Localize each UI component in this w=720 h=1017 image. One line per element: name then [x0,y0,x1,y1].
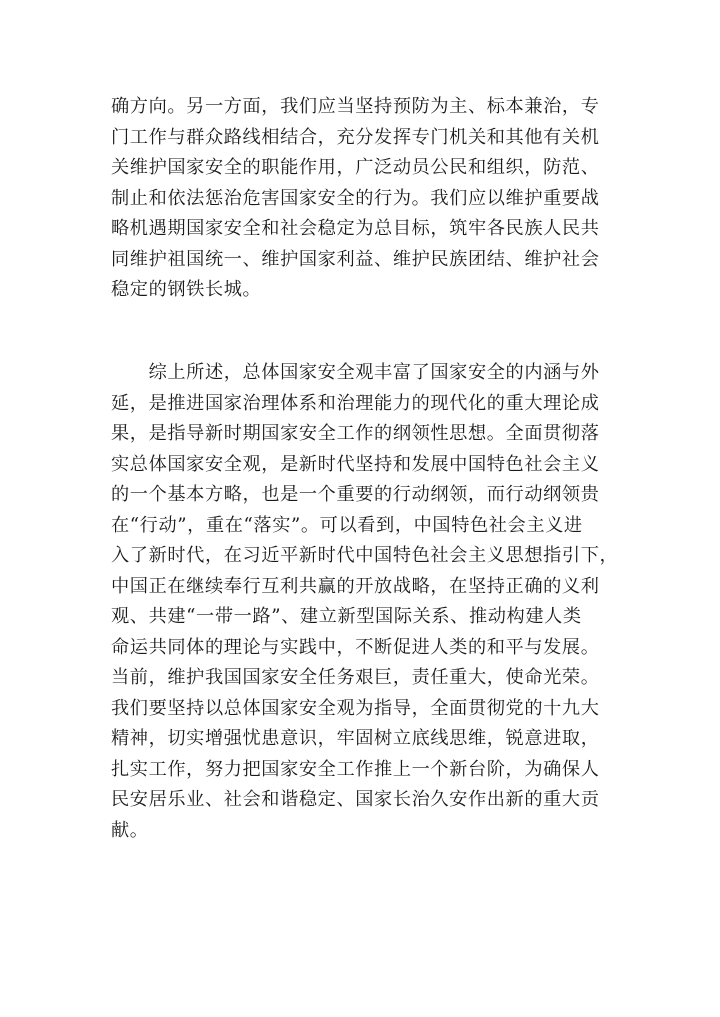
text-line: 延，是推进国家治理体系和治理能力的现代化的重大理论成 [111,392,600,414]
text-line: 在“行动”，重在“落实”。可以看到，中国特色社会主义进 [111,514,583,536]
text-line: 略机遇期国家安全和社会稳定为总目标，筑牢各民族人民共 [111,218,600,239]
text-line: 确方向。另一方面，我们应当坚持预防为主、标本兼治，专 [111,96,600,117]
text-line: 制止和依法惩治危害国家安全的行为。我们应以维护重要战 [111,187,600,209]
text-line: 民安居乐业、社会和谐稳定、国家长治久安作出新的重大贡 [111,789,600,810]
text-line: 果，是指导新时期国家安全工作的纲领性思想。全面贯彻落 [111,423,600,444]
text-line: 命运共同体的理论与实践中，不断促进人类的和平与发展。 [111,636,600,658]
text-line: 当前，维护我国国家安全任务艰巨，责任重大，使命光荣。 [111,667,600,688]
text-line: 综上所述，总体国家安全观丰富了国家安全的内涵与外 [111,362,600,383]
text-line: 入了新时代，在习近平新时代中国特色社会主义思想指引下， [111,545,619,566]
text-line: 我们要坚持以总体国家安全观为指导，全面贯彻党的十九大 [111,697,600,719]
text-line: 观、共建“一带一路”、建立新型国际关系、推动构建人类 [111,606,582,627]
text-line: 中国正在继续奉行互利共赢的开放战略，在坚持正确的义利 [111,575,600,597]
text-line: 精神，切实增强忧患意识，牢固树立底线思维，锐意进取， [111,728,600,749]
text-line: 实总体国家安全观，是新时代坚持和发展中国特色社会主义 [111,453,600,475]
paragraph-1 [111,92,607,306]
text-line: 扎实工作，努力把国家安全工作推上一个新台阶，为确保人 [111,758,600,780]
text-line: 稳定的钢铁长城。 [111,279,262,300]
paragraph-2 [111,358,619,846]
text-line: 献。 [111,819,149,841]
text-line: 门工作与群众路线相结合，充分发挥专门机关和其他有关机 [111,126,600,148]
text-line: 关维护国家安全的职能作用，广泛动员公民和组织，防范、 [111,157,600,178]
text-line: 同维护祖国统一、维护国家利益、维护民族团结、维护社会 [111,248,600,270]
text-line: 的一个基本方略，也是一个重要的行动纲领，而行动纲领贵 [111,484,600,505]
